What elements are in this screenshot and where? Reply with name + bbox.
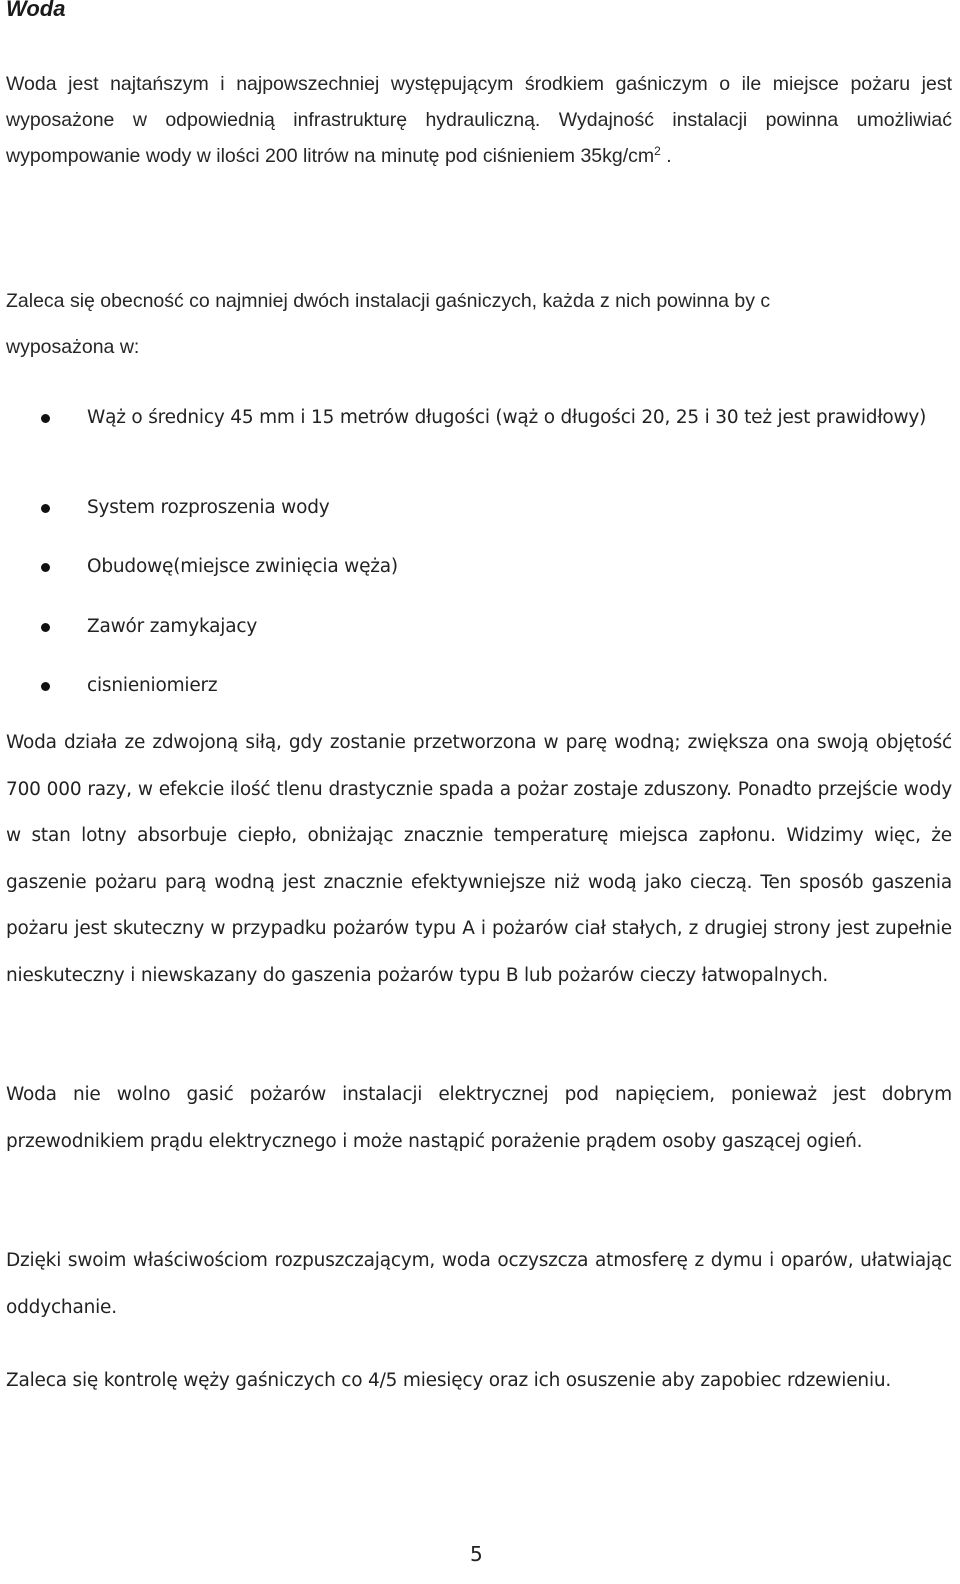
intro-text: Woda jest najtańszym i najpowszechniej występującym środkiem gaśniczym o ile miejsce pożaru jest wyposażone w odpowiednią infrastrukturę hydrauliczną. Wydajność instalacji powinna umożliwiać wypompowanie wody w ilości 200 litrów na minutę pod ciśnieniem 35kg/cm bbox=[6, 73, 952, 167]
bullet-icon bbox=[41, 682, 50, 691]
steam-paragraph: Woda działa ze zdwojoną siłą, gdy zostanie przetworzona w parę wodną; zwiększa ona swoją objętość 700 000 razy, w efekcie ilość tlenu drastycznie spada a pożar zostaje zduszony. Ponadto przejście wody w stan lotny absorbuje ciepło, obniżając znacznie temperaturę miejsca zapłonu. Widzimy więc, że gaszenie pożaru parą wodną jest znacznie efektywniejsze niż wodą jako cieczą. Ten sposób gaszenia pożaru jest skuteczny w przypadku pożarów typu A i pożarów ciał stałych, z drugiej strony jest zupełnie nieskuteczny i niewskazany do gaszenia pożarów typu B lub pożarów cieczy łatwopalnych. bbox=[6, 732, 952, 986]
list-item-text: Wąż o średnicy 45 mm i 15 metrów długości (wąż o długości 20, 25 i 30 też jest prawidłowy) bbox=[87, 407, 927, 428]
list-item-text: System rozproszenia wody bbox=[87, 497, 330, 518]
intro-tail: . bbox=[660, 145, 672, 167]
electric-paragraph: Woda nie wolno gasić pożarów instalacji elektrycznej pod napięciem, ponieważ jest dobrym przewodnikiem prądu elektrycznego i może nastąpić porażenie prądem osoby gaszącej ogień. bbox=[6, 1084, 952, 1152]
page-number: 5 bbox=[470, 1542, 483, 1566]
recommendation-line-2: wyposażona w: bbox=[6, 336, 140, 358]
bullet-icon bbox=[41, 504, 50, 513]
intro-paragraph bbox=[6, 66, 952, 174]
list-item-text: Obudowę(miejsce zwinięcia węża) bbox=[87, 556, 398, 577]
bullet-icon bbox=[41, 414, 50, 423]
list-item-text: cisnieniomierz bbox=[87, 675, 218, 696]
recommendation-line-1: Zaleca się obecność co najmniej dwóch instalacji gaśniczych, każda z nich powinna by c bbox=[6, 290, 771, 312]
bullet-icon bbox=[41, 563, 50, 572]
recommendation-paragraph bbox=[6, 278, 952, 370]
list-item-text: Zawór zamykajacy bbox=[87, 616, 258, 637]
bullet-icon bbox=[41, 623, 50, 632]
smoke-paragraph: Dzięki swoim właściwościom rozpuszczającym, woda oczyszcza atmosferę z dymu i oparów, ułatwiając oddychanie. bbox=[6, 1250, 952, 1318]
unit-superscript: 2 bbox=[654, 144, 661, 158]
maintenance-paragraph: Zaleca się kontrolę węży gaśniczych co 4/5 miesięcy oraz ich osuszenie aby zapobiec rdzewieniu. bbox=[6, 1370, 892, 1391]
section-title: Woda bbox=[6, 0, 66, 21]
